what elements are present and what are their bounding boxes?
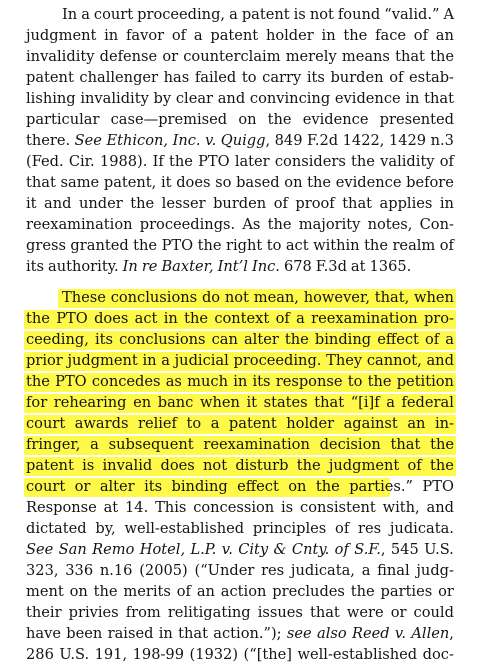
text-line: 323, 336 n.16 (2005) (“Under res judicata, a final judg- xyxy=(26,562,454,579)
text-line: patent challenger has failed to carry its burden of estab- xyxy=(26,69,454,86)
text-line: for rehearing en banc when it states that “[i]f a federal xyxy=(26,394,454,411)
text-line: prior judgment in a judicial proceeding. They cannot, and xyxy=(26,352,454,369)
text-line: (Fed. Cir. 1988). If the PTO later considers the validity of xyxy=(26,153,454,170)
text-line: reexamination proceedings. As the majority notes, Con- xyxy=(26,216,454,233)
text-line: patent is invalid does not disturb the judgment of the xyxy=(26,457,454,474)
text-line: ceeding, its conclusions can alter the binding effect of a xyxy=(26,331,454,348)
text-line: lishing invalidity by clear and convincing evidence in that xyxy=(26,90,454,107)
text-line: gress granted the PTO the right to act within the realm of xyxy=(26,237,454,254)
text-line: court awards relief to a patent holder against an in- xyxy=(26,415,454,432)
text-line: These conclusions do not mean, however, that, when xyxy=(62,289,454,306)
text-line: the PTO does act in the context of a reexamination pro- xyxy=(26,310,454,327)
text-line: that same patent, it does so based on the evidence before xyxy=(26,174,454,191)
text-line: particular case—premised on the evidence presented xyxy=(26,111,454,128)
text-line: there. See Ethicon, Inc. v. Quigg, 849 F.2d 1422, 1429 n.3 xyxy=(26,132,454,149)
text-line: it and under the lesser burden of proof that applies in xyxy=(26,195,454,212)
text-line: their privies from relitigating issues that were or could xyxy=(26,604,454,621)
text-line: have been raised in that action.”); see also Reed v. Allen, xyxy=(26,625,454,642)
text-line: Response at 14. This concession is consistent with, and xyxy=(26,499,454,516)
text-line: its authority. In re Baxter, Int’l Inc. 678 F.3d at 1365. xyxy=(26,258,412,275)
text-line: dictated by, well-established principles of res judicata. xyxy=(26,520,454,537)
text-line: fringer, a subsequent reexamination decision that the xyxy=(26,436,454,453)
text-line: 286 U.S. 191, 198-99 (1932) (“[the] well-established doc- xyxy=(26,646,454,663)
text-line: invalidity defense or counterclaim merely means that the xyxy=(26,48,454,65)
text-line: In a court proceeding, a patent is not found “valid.” A xyxy=(62,6,454,23)
text-line: court or alter its binding effect on the parties.” PTO xyxy=(26,478,454,495)
text-line: the PTO concedes as much in its response to the petition xyxy=(26,373,454,390)
text-line: judgment in favor of a patent holder in the face of an xyxy=(26,27,454,44)
text-line: ment on the merits of an action precludes the parties or xyxy=(26,583,454,600)
text-line: See San Remo Hotel, L.P. v. City & Cnty. of S.F., 545 U.S. xyxy=(26,541,454,558)
